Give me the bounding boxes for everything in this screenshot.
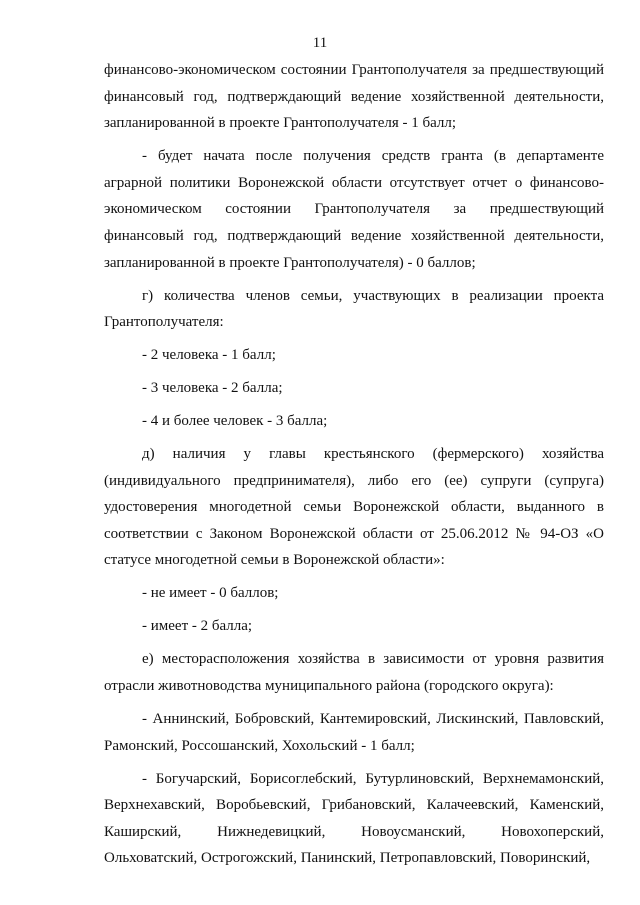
- list-item-districts-second-group: - Богучарский, Борисоглебский, Бутурлиновский, Верхнемамонский, Верхнехавский, Воробьевский, Грибановский, Калачеевский, Каменский, Каширский, Нижнедевицкий, Новоусманский, Новохоперский, Ольховатский, Острогожский, Панинский, Петропавловский, Поворинский,: [104, 770, 604, 867]
- list-item-four-or-more-persons: - 4 и более человек - 3 балла;: [142, 413, 328, 430]
- paragraph-criterion-d-large-family: д) наличия у главы крестьянского (фермерского) хозяйства (индивидуального предпринимателя), либо его (ее) супруги (супруга) удостоверения многодетной семьи Воронежской области, выданного в соответствии с Законом Воронежской области от 25.06.2012 № 94-ОЗ «О статусе многодетной семьи в Воронежской области»:: [104, 446, 604, 569]
- paragraph-criterion-g-family-members: г) количества членов семьи, участвующих в реализации проекта Грантополучателя:: [104, 287, 604, 331]
- document-body: [104, 57, 604, 878]
- paragraph-activity-to-start: - будет начата после получения средств гранта (в департаменте аграрной политики Воронежской области отсутствует отчет о финансово-экономическом состоянии Грантополучателя за предшествующий финансовый год, подтверждающий ведение хозяйственной деятельности, запланированной в проекте Грантополучателя) - 0 баллов;: [104, 148, 604, 271]
- list-item-districts-one-point: - Аннинский, Бобровский, Кантемировский, Лискинский, Павловский, Рамонский, Россошанский, Хохольский - 1 балл;: [104, 710, 604, 754]
- list-item-have: - имеет - 2 балла;: [142, 618, 253, 635]
- list-item-not-have: - не имеет - 0 баллов;: [142, 585, 279, 602]
- list-item-two-persons: - 2 человека - 1 балл;: [142, 347, 276, 364]
- paragraph-criterion-e-location: е) месторасположения хозяйства в зависимости от уровня развития отрасли животноводства муниципального района (городского округа):: [104, 651, 604, 694]
- paragraph-financial-report-continuation: финансово-экономическом состоянии Грантополучателя за предшествующий финансовый год, подтверждающий ведение хозяйственной деятельности, запланированной в проекте Грантополучателя - 1 балл;: [104, 62, 604, 132]
- list-item-three-persons: - 3 человека - 2 балла;: [142, 380, 283, 397]
- page-number: 11: [312, 35, 328, 51]
